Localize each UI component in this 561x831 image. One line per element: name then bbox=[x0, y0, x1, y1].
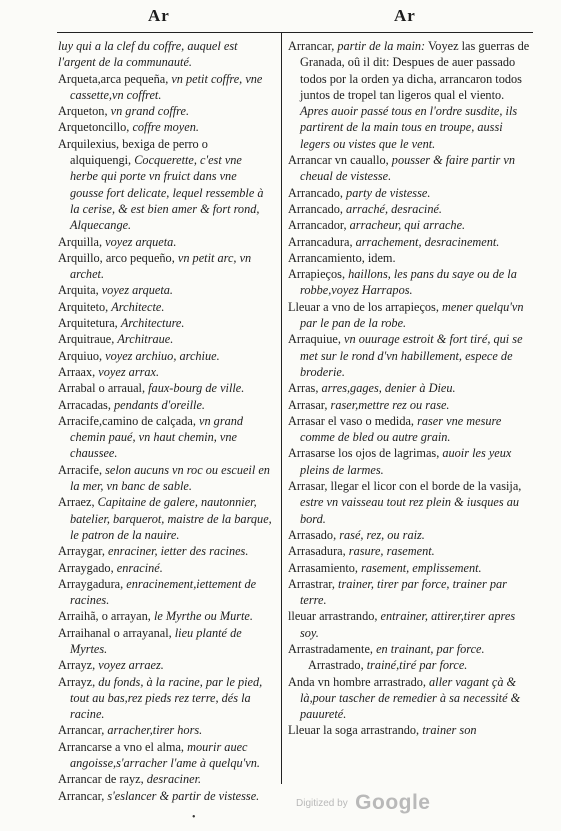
dictionary-entry bbox=[58, 348, 272, 364]
dictionary-entry bbox=[58, 657, 272, 673]
dictionary-entry bbox=[288, 397, 535, 413]
entry-headword: Arquilexius, bexiga de perro o alquiquengi, bbox=[58, 136, 208, 168]
entry-gloss: party de vistesse. bbox=[346, 185, 431, 200]
entry-headword: Arrasar el vaso o medida, bbox=[288, 413, 414, 428]
entry-headword: Lleuar la soga arrastrando, bbox=[288, 723, 420, 738]
dictionary-entry bbox=[58, 234, 272, 250]
dictionary-entry bbox=[58, 136, 272, 234]
entry-gloss: le Myrthe ou Murte. bbox=[153, 609, 253, 624]
entry-gloss: s'eslancer & partir de vistesse. bbox=[107, 788, 260, 803]
entry-gloss: mourir auec angoisse,s'arracher l'ame à quelqu'vn. bbox=[70, 739, 260, 771]
dictionary-entry bbox=[58, 397, 272, 413]
dictionary-entry bbox=[58, 739, 272, 772]
dictionary-entry bbox=[58, 364, 272, 380]
entry-headword: Arquillo, arco pequeño, bbox=[58, 250, 175, 265]
entry-headword: Arrasadura, bbox=[288, 544, 346, 559]
entry-gloss: mener quelqu'vn par le pan de la robe. bbox=[300, 299, 524, 331]
entry-headword: Arquilla, bbox=[58, 234, 103, 249]
entry-headword: lleuar arrastrando, bbox=[288, 609, 378, 624]
dictionary-entry bbox=[58, 788, 272, 804]
running-head-left: Ar bbox=[148, 6, 170, 25]
entry-gloss: voyez arrax. bbox=[98, 364, 160, 379]
entry-headword: Arrapieços, bbox=[288, 267, 346, 282]
dictionary-entry bbox=[58, 282, 272, 298]
entry-gloss: enraciné. bbox=[116, 560, 163, 575]
dictionary-entry bbox=[288, 527, 535, 543]
dictionary-entry bbox=[288, 641, 535, 657]
dictionary-entry bbox=[288, 560, 535, 576]
entry-headword: Anda vn hombre arrastrado, bbox=[288, 674, 426, 689]
dictionary-entry bbox=[58, 543, 272, 559]
dictionary-entry bbox=[58, 119, 272, 135]
entry-headword: Arrancamiento, idem. bbox=[288, 250, 396, 265]
entry-headword-cont: Voyez las guerras de Granada, oû il dit: Despues de auer passado todos por la orden ya dicha, arrancaron todos juntos de tropel tan ligeros qual el viento. bbox=[300, 39, 530, 102]
entry-gloss: partir de la main: bbox=[337, 39, 426, 53]
entry-headword: Arrancar de rayz, bbox=[58, 772, 144, 787]
entry-headword: Arrasarse los ojos de lagrimas, bbox=[288, 446, 440, 461]
entry-headword: Arquitetura, bbox=[58, 316, 118, 331]
dictionary-entry bbox=[288, 217, 535, 233]
dictionary-entry bbox=[58, 608, 272, 624]
entry-headword: Arrancarse a vno el alma, bbox=[58, 739, 184, 754]
dictionary-entry bbox=[58, 380, 272, 396]
entry-headword: Arracadas, bbox=[58, 397, 111, 412]
entry-gloss: Architraue. bbox=[117, 332, 174, 347]
dictionary-entry bbox=[288, 266, 535, 299]
entry-gloss: raser vne mesure comme de bled ou autre grain. bbox=[300, 413, 502, 445]
entry-headword: Arrancador, bbox=[288, 218, 347, 233]
entry-gloss: raser,mettre rez ou rase. bbox=[330, 397, 450, 412]
digitized-watermark bbox=[296, 791, 431, 815]
right-column bbox=[288, 38, 535, 739]
entry-gloss: entrainer, attirer,tirer apres soy. bbox=[300, 609, 516, 640]
dictionary-entry bbox=[58, 250, 272, 283]
entry-gloss: en trainant, par force. bbox=[376, 641, 485, 656]
dictionary-entry bbox=[288, 576, 535, 609]
dictionary-entry bbox=[288, 657, 535, 673]
entry-headword: Arrastrado, bbox=[308, 658, 364, 673]
dictionary-entry bbox=[58, 38, 272, 71]
entry-headword: Arrastradamente, bbox=[288, 641, 374, 656]
entry-headword: Arquiteto, bbox=[58, 299, 109, 314]
header-rule bbox=[57, 32, 533, 33]
dictionary-entry bbox=[58, 771, 272, 787]
entry-headword: Arrasado, bbox=[288, 527, 337, 542]
entry-gloss: desraciner. bbox=[146, 772, 202, 787]
running-head-right: Ar bbox=[394, 6, 416, 25]
entry-gloss: arracheur, qui arrache. bbox=[349, 218, 466, 233]
dictionary-entry bbox=[288, 234, 535, 250]
entry-gloss: luy qui a la clef du coffre, auquel est l'argent de la communauté. bbox=[58, 39, 238, 70]
dictionary-entry bbox=[58, 494, 272, 543]
entry-gloss: coffre moyen. bbox=[132, 120, 199, 135]
entry-gloss: lieu planté de Myrtes. bbox=[70, 625, 242, 656]
entry-gloss: Architecte. bbox=[111, 299, 165, 314]
entry-headword: Arquita, bbox=[58, 283, 99, 298]
digitized-by-text: Digitized by bbox=[296, 798, 348, 809]
entry-headword: Arraez, bbox=[58, 495, 95, 510]
dictionary-entry bbox=[288, 674, 535, 723]
entry-gloss: vn petit coffre, vne cassette,vn coffret. bbox=[70, 71, 263, 102]
entry-gloss: vn petit arc, vn archet. bbox=[70, 250, 252, 282]
entry-gloss: enracinement,iettement de racines. bbox=[70, 576, 257, 608]
dictionary-entry bbox=[58, 674, 272, 723]
entry-headword: Arrabal o arraual, bbox=[58, 381, 146, 396]
entry-gloss: vn grand coffre. bbox=[110, 104, 190, 119]
entry-headword: Arracife,camino de calçada, bbox=[58, 413, 196, 428]
entry-headword: Arquitraue, bbox=[58, 332, 115, 347]
dictionary-entry bbox=[58, 315, 272, 331]
entry-headword: Arqueta,arca pequeña, bbox=[58, 71, 169, 86]
dictionary-entry bbox=[288, 152, 535, 185]
entry-gloss: voyez archiuo, archiue. bbox=[105, 348, 220, 363]
dictionary-entry bbox=[288, 608, 535, 641]
entry-headword: Arraygado, bbox=[58, 560, 114, 575]
dictionary-entry bbox=[58, 625, 272, 658]
dictionary-entry bbox=[58, 413, 272, 462]
dictionary-entry bbox=[58, 331, 272, 347]
entry-headword: Arquiuo, bbox=[58, 348, 103, 363]
dictionary-entry bbox=[58, 722, 272, 738]
entry-gloss: Architecture. bbox=[120, 316, 185, 331]
dictionary-entry bbox=[58, 576, 272, 609]
dictionary-entry bbox=[288, 543, 535, 559]
entry-gloss-cont: Apres auoir passé tous en l'ordre susdite, ils partirent de la main tous en troupe, aussi legers ou vistes que le vent. bbox=[300, 104, 518, 151]
entry-gloss: auoir les yeux pleins de larmes. bbox=[300, 446, 512, 477]
entry-headword: Arraihanal o arrayanal, bbox=[58, 625, 172, 640]
entry-headword: Arraihã, o arrayan, bbox=[58, 609, 151, 624]
dictionary-entry bbox=[288, 250, 535, 266]
dictionary-entry bbox=[288, 299, 535, 332]
entry-gloss: estre vn vaisseau tout rez plein & iusques au bord. bbox=[300, 495, 520, 526]
entry-gloss: arraché, desraciné. bbox=[346, 201, 443, 216]
entry-gloss: faux-bourg de ville. bbox=[148, 381, 245, 396]
dictionary-entry bbox=[288, 445, 535, 478]
entry-gloss: trainé,tiré par force. bbox=[366, 658, 468, 673]
left-column bbox=[58, 38, 272, 804]
entry-headword: Arrayz, bbox=[58, 674, 96, 689]
entry-headword: Arrasar, llegar el licor con el borde de la vasija, bbox=[288, 479, 522, 494]
dictionary-entry bbox=[288, 413, 535, 446]
entry-headword: Arrastrar, bbox=[288, 576, 335, 591]
entry-headword: Arrasamiento, bbox=[288, 560, 358, 575]
entry-headword: Arraygadura, bbox=[58, 576, 124, 591]
dictionary-entry bbox=[288, 201, 535, 217]
entry-headword: Arraquiue, bbox=[288, 332, 341, 347]
entry-gloss: rasé, rez, ou raiz. bbox=[339, 527, 425, 542]
entry-gloss: vn grand chemin paué, vn haut chemin, vne chaussee. bbox=[70, 413, 244, 461]
entry-gloss: vn ouurage estroit & fort tiré, qui se met sur le rond d'vn habillement, espece de broderie. bbox=[300, 332, 523, 379]
entry-headword: Arrancar, bbox=[58, 723, 105, 738]
entry-headword: Arqueton, bbox=[58, 104, 108, 119]
entry-gloss: selon aucuns vn roc ou escueil en la mer, vn banc de sable. bbox=[70, 462, 270, 494]
dictionary-entry bbox=[288, 380, 535, 396]
entry-headword: Arrancado, bbox=[288, 201, 343, 216]
entry-gloss: rasement, emplissement. bbox=[361, 560, 482, 575]
entry-headword: Arrancar, bbox=[288, 39, 335, 53]
entry-gloss: voyez arqueta. bbox=[101, 283, 173, 298]
dictionary-entry bbox=[58, 71, 272, 104]
entry-gloss: haillons, les pans du saye ou de la robbe,voyez Harrapos. bbox=[300, 267, 517, 298]
entry-gloss: enraciner, ietter des racines. bbox=[108, 544, 249, 559]
entry-headword: Arrasar, bbox=[288, 397, 328, 412]
dictionary-entry bbox=[288, 331, 535, 380]
entry-gloss: pendants d'oreille. bbox=[114, 397, 205, 412]
entry-gloss: rasure, rasement. bbox=[348, 544, 435, 559]
entry-gloss: trainer, tirer par force, trainer par terre. bbox=[300, 576, 507, 608]
entry-headword: Arras, bbox=[288, 381, 319, 396]
dictionary-entry bbox=[58, 103, 272, 119]
entry-headword: Arrancar vn cauallo, bbox=[288, 153, 389, 168]
entry-gloss: arrachement, desracinement. bbox=[355, 234, 500, 249]
entry-gloss: du fonds, à la racine, par le pied, tout au bas,rez pieds rez terre, dés la racine. bbox=[70, 674, 263, 722]
dictionary-entry bbox=[288, 185, 535, 201]
entry-headword: Arrancado, bbox=[288, 185, 343, 200]
entry-headword: Arrancadura, bbox=[288, 234, 353, 249]
dictionary-entry bbox=[58, 560, 272, 576]
entry-gloss: aller vagant çà & là,pour tascher de remedier à sa necessité & pauureté. bbox=[300, 674, 521, 722]
dictionary-entry bbox=[58, 462, 272, 495]
entry-gloss: voyez arraez. bbox=[98, 658, 164, 673]
entry-gloss: Cocquerette, c'est vne herbe qui porte vn fruict dans vne gousse fort delicate, lequel ressemble à la cerise, & est bien amer & fort rond, Alquecange. bbox=[70, 153, 264, 233]
dictionary-entry bbox=[288, 722, 535, 738]
entry-headword: Arrayz, bbox=[58, 658, 96, 673]
column-divider bbox=[281, 32, 282, 784]
entry-gloss: pousser & faire partir vn cheual de vistesse. bbox=[300, 153, 515, 184]
dictionary-entry bbox=[288, 478, 535, 527]
entry-headword: Arrancar, bbox=[58, 788, 105, 803]
entry-gloss: voyez arqueta. bbox=[105, 234, 177, 249]
entry-headword: Arracife, bbox=[58, 462, 103, 477]
entry-gloss: Capitaine de galere, nautonnier, batelier, barquerot, maistre de la barque, le patron de la nauire. bbox=[70, 495, 272, 542]
dictionary-entry bbox=[288, 38, 535, 152]
entry-headword: Lleuar a vno de los arrapieços, bbox=[288, 299, 439, 314]
entry-headword: Arquetoncillo, bbox=[58, 120, 130, 135]
entry-gloss: arres,gages, denier à Dieu. bbox=[321, 381, 456, 396]
entry-headword: Arraygar, bbox=[58, 544, 105, 559]
signature-mark: • bbox=[192, 812, 196, 823]
entry-gloss: trainer son bbox=[422, 723, 477, 738]
entry-headword: Arraax, bbox=[58, 364, 96, 379]
entry-gloss: arracher,tirer hors. bbox=[107, 723, 203, 738]
google-logo: Google bbox=[355, 791, 431, 814]
dictionary-entry bbox=[58, 299, 272, 315]
